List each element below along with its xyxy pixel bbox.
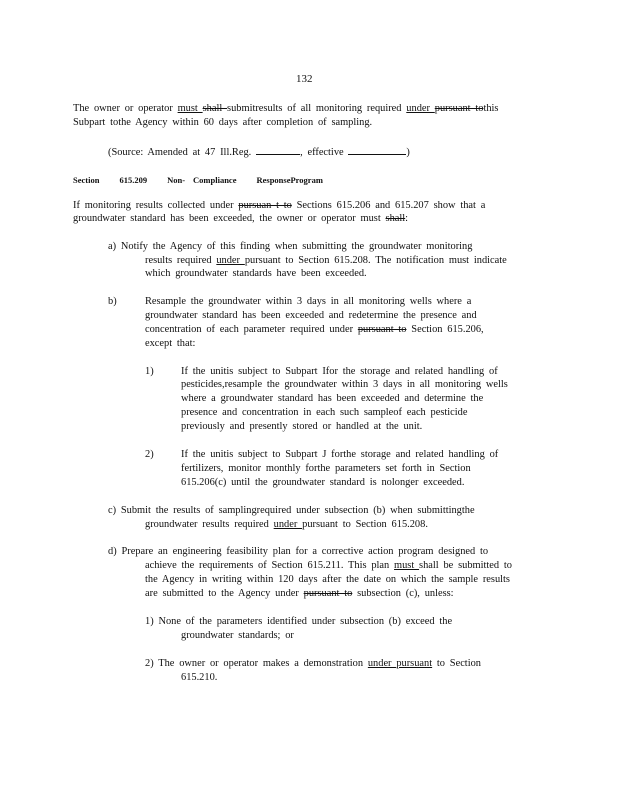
para-text: groundwater standard has been exceeded, the owner or operator must	[73, 213, 386, 224]
intro-line-1	[73, 103, 498, 115]
item-d1-line-1: 1) None of the parameters identified under subsection (b) exceed the	[145, 616, 453, 627]
item-a-line-1: a) Notify the Agency of this finding when submitting the groundwater monitoring	[108, 241, 473, 252]
section-label: Section	[73, 175, 100, 185]
source-text: , effective	[300, 147, 349, 158]
item-b-line-4: except that:	[145, 338, 196, 349]
item-d-line-1: d) Prepare an engineering feasibility plan for a corrective action program designed to	[108, 546, 489, 557]
para-text: :	[405, 213, 409, 224]
item-a-line-3: which groundwater standards have been exceeded.	[145, 268, 367, 279]
section-title-part: Compliance	[193, 175, 237, 185]
section-title-part: ResponseProgram	[256, 175, 323, 185]
inserted-text: under	[273, 519, 303, 530]
struck-text: shall	[202, 103, 228, 114]
item-c-line-2	[145, 519, 428, 531]
item-b1-line-2: pesticides,resample the groundwater within 3 days in all monitoring wells	[181, 379, 508, 390]
item-b-line-1: Resample the groundwater within 3 days in all monitoring wells where a	[145, 296, 472, 307]
section-number: 615.209	[119, 175, 148, 185]
inserted-text: under	[367, 658, 397, 669]
item-b1-line-1: If the unitis subject to Subpart Ifor the storage and related handling of	[181, 366, 498, 377]
intro-text: The owner or operator	[73, 103, 178, 114]
struck-text: shall	[385, 213, 406, 224]
item-b1-line-3: where a groundwater standard has been exceeded and determine the	[181, 393, 484, 404]
blank-line	[348, 145, 406, 155]
item-b1-line-4: presence and concentration in each such sampleof each pesticide	[181, 407, 468, 418]
item-b2-label: 2)	[145, 449, 154, 460]
item-text: groundwater results required	[145, 519, 274, 530]
inserted-text: must	[177, 103, 203, 114]
source-text: )	[406, 147, 410, 158]
item-text: 2) The owner or operator makes a demonstration	[145, 658, 368, 669]
struck-text: pursuant to	[303, 588, 353, 599]
item-b1-label: 1)	[145, 366, 154, 377]
intro-line-2: Subpart tothe Agency within 60 days after completion of sampling.	[73, 117, 373, 128]
para1-line-1	[73, 200, 485, 212]
item-b1-line-5: previously and presently stored or handled at the unit.	[181, 421, 423, 432]
intro-text: submitresults of all monitoring required	[227, 103, 407, 114]
item-b-line-3	[145, 324, 484, 336]
blank-line	[256, 145, 300, 155]
item-c-line-1: c) Submit the results of samplingrequired under subsection (b) when submittingthe	[108, 505, 475, 516]
item-d-line-2	[145, 560, 512, 572]
item-text: pursuant to Section 615.208. The notification must indicate	[244, 255, 507, 266]
item-text: achieve the requirements of Section 615.211. This plan	[145, 560, 395, 571]
item-text: concentration of each parameter required under	[145, 324, 358, 335]
item-b2-line-3: 615.206(c) until the groundwater standard is nolonger exceeded.	[181, 477, 465, 488]
inserted-text: under	[406, 103, 435, 114]
item-d-line-4	[145, 588, 454, 600]
intro-text: this	[483, 103, 499, 114]
item-text: Section 615.206,	[406, 324, 484, 335]
struck-text: pursuan t to	[238, 200, 292, 211]
item-b2-line-2: fertilizers, monitor monthly forthe parameters set forth in Section	[181, 463, 471, 474]
item-b-label: b)	[108, 296, 117, 307]
item-a-line-2	[145, 255, 507, 267]
source-text: (Source: Amended at 47 Ill.Reg.	[108, 147, 257, 158]
item-d2-line-1	[145, 658, 481, 670]
item-text: to Section	[432, 658, 481, 669]
para-text: If monitoring results collected under	[73, 200, 239, 211]
source-note	[108, 145, 410, 159]
inserted-text: under	[216, 255, 245, 266]
item-text: are submitted to the Agency under	[145, 588, 304, 599]
item-text: shall be submitted to	[419, 560, 512, 571]
item-d1-line-2: groundwater standards; or	[181, 630, 294, 641]
item-b2-line-1: If the unitis subject to Subpart J forthe storage and related handling of	[181, 449, 499, 460]
para-text: Sections 615.206 and 615.207 show that a	[291, 200, 486, 211]
struck-text: pursuant to	[357, 324, 407, 335]
item-text: pursuant to Section 615.208.	[302, 519, 428, 530]
page-number: 132	[296, 73, 313, 85]
item-text: subsection (c), unless:	[352, 588, 454, 599]
item-d-line-3: the Agency in writing within 120 days after the date on which the sample results	[145, 574, 510, 585]
inserted-text: must	[394, 560, 420, 571]
inserted-text: pursuant	[396, 658, 433, 669]
item-d2-line-2: 615.210.	[181, 672, 218, 683]
section-heading	[73, 174, 343, 186]
item-b-line-2: groundwater standard has been exceeded and redetermine the presence and	[145, 310, 477, 321]
item-text: results required	[145, 255, 217, 266]
para1-line-2	[73, 213, 408, 225]
struck-text: pursuant to	[434, 103, 484, 114]
section-title-part: Non-	[167, 175, 186, 185]
